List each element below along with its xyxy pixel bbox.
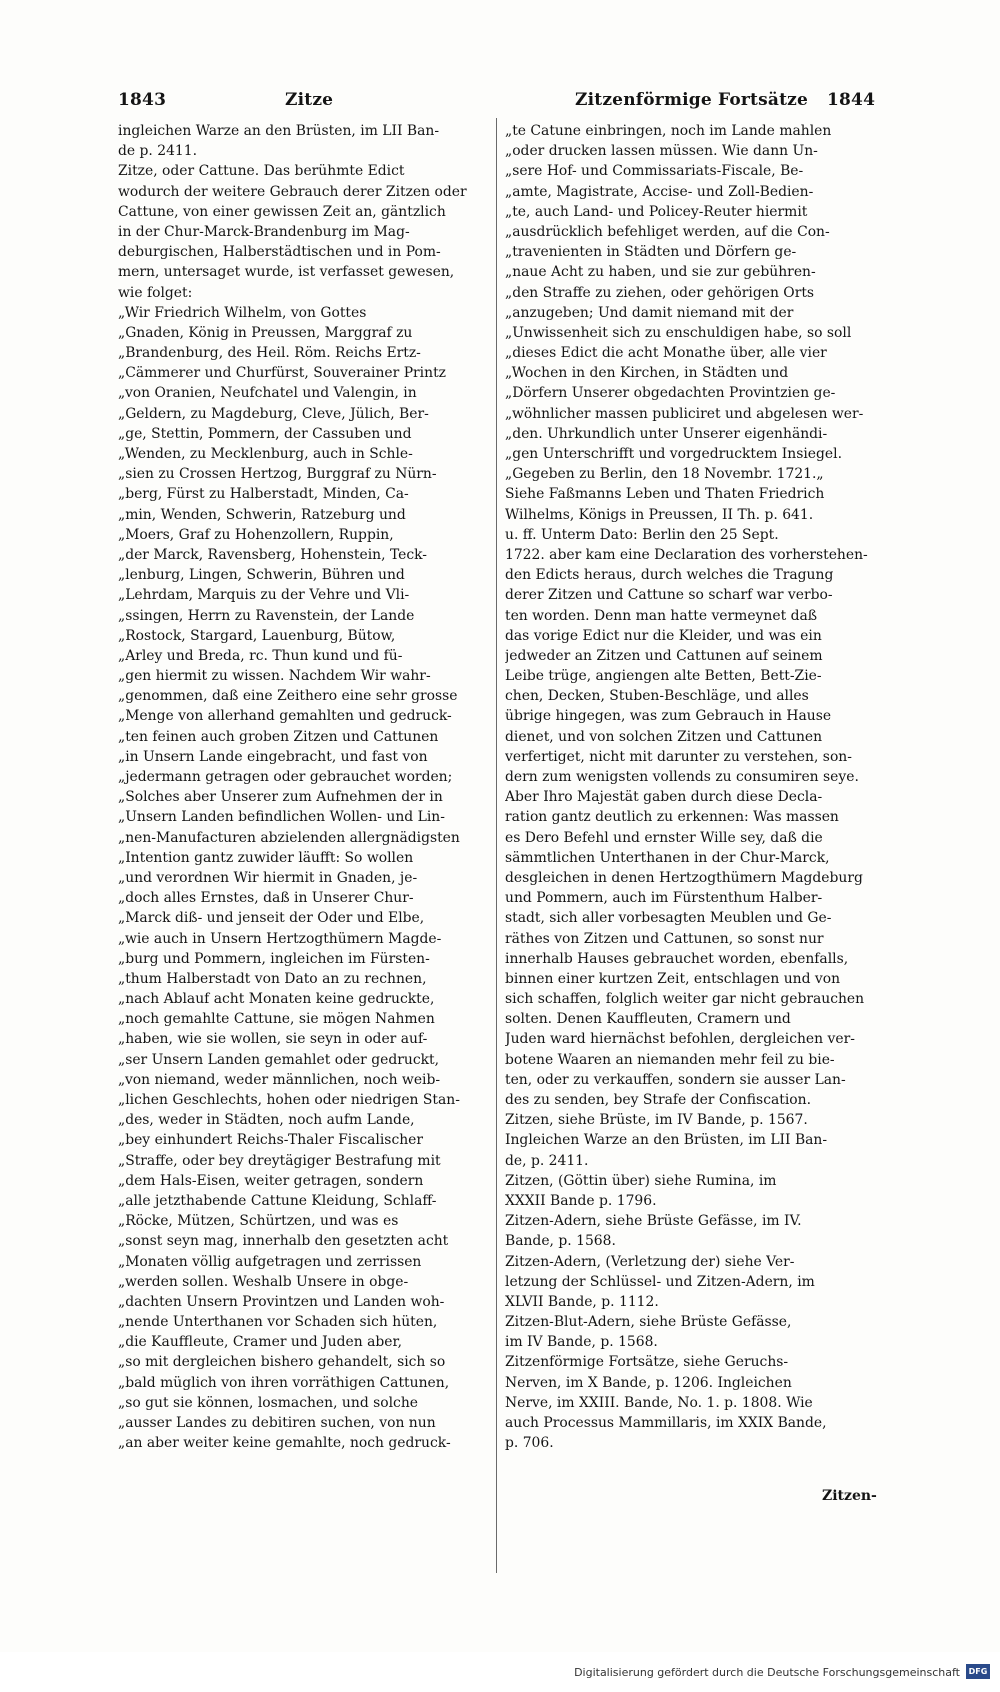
text-line: „berg, Fürst zu Halberstadt, Minden, Ca- <box>118 486 409 503</box>
text-line: das vorige Edict nur die Kleider, und was ein <box>505 627 822 644</box>
text-line: „doch alles Ernstes, daß in Unserer Chur- <box>118 890 414 907</box>
text-line: letzung der Schlüssel- und Zitzen-Adern, im <box>505 1273 815 1290</box>
text-line: Zitze, oder Cattune. Das berühmte Edict <box>118 163 405 180</box>
text-line: „dieses Edict die acht Monathe über, alle vier <box>505 345 827 362</box>
text-line: „in Unsern Lande eingebracht, und fast von <box>118 748 428 765</box>
text-line: „wöhnlicher massen publiciret und abgelesen wer- <box>505 405 864 422</box>
text-line: stadt, sich aller vorbesagten Meublen und Ge- <box>505 910 832 927</box>
text-line: Zitzenförmige Fortsätze, siehe Geruchs- <box>505 1354 789 1371</box>
text-line: „genommen, daß eine Zeithero eine sehr grosse <box>118 688 458 705</box>
text-line: „Wenden, zu Mecklenburg, auch in Schle- <box>118 446 413 462</box>
column-divider <box>496 118 497 1573</box>
text-line: „nach Ablauf acht Monaten keine gedruckte, <box>118 991 435 1008</box>
text-line: dienet, und von solchen Zitzen und Cattunen <box>505 728 823 745</box>
text-line: Zitzen-Blut-Adern, siehe Brüste Gefässe, <box>505 1314 792 1331</box>
text-line: „amte, Magistrate, Accise- und Zoll-Bedien- <box>505 183 814 200</box>
text-line: „wie auch in Unsern Hertzogthümern Magde- <box>118 930 442 947</box>
text-line: jedweder an Zitzen und Cattunen auf seinem <box>505 647 823 664</box>
text-line: Zitzen, (Göttin über) siehe Rumina, im <box>505 1172 777 1189</box>
text-line: desgleichen in denen Hertzogthümern Magdeburg <box>505 869 863 886</box>
text-line: „te, auch Land- und Policey-Reuter hiermit <box>505 203 808 220</box>
text-line: 1722. aber kam eine Declaration des vorherstehen- <box>505 546 868 563</box>
text-line: „te Catune einbringen, noch im Lande mahlen <box>505 123 832 139</box>
text-line: Zitzen, siehe Brüste, im IV Bande, p. 1567. <box>505 1112 808 1129</box>
text-line: Wilhelms, Königs in Preussen, II Th. p. 641. <box>505 506 814 523</box>
text-line: „ser Unsern Landen gemahlet oder gedruckt, <box>118 1051 440 1068</box>
text-line: „der Marck, Ravensberg, Hohenstein, Teck- <box>118 546 428 563</box>
text-line: „dachten Unsern Provintzen und Landen woh- <box>118 1293 445 1310</box>
text-line: „Solches aber Unserer zum Aufnehmen der in <box>118 789 443 806</box>
text-line: übrige hingegen, was zum Gebrauch in Hause <box>505 708 832 725</box>
text-line: Nerven, im X Bande, p. 1206. Ingleichen <box>505 1374 792 1391</box>
text-line: „gen Unterschrifft und vorgedrucktem Insiegel. <box>505 446 842 462</box>
text-line: Aber Ihro Majestät gaben durch diese Decla- <box>505 789 823 806</box>
text-line: „ausdrücklich befehliget werden, auf die Con- <box>505 223 830 240</box>
text-line: „so gut sie können, losmachen, und solche <box>118 1394 419 1411</box>
text-line: „den Straffe zu ziehen, oder gehörigen Orts <box>505 284 815 301</box>
text-line: ten, oder zu verkauffen, sondern sie ausser Lan- <box>505 1071 846 1088</box>
text-line: räthes von Zitzen und Cattunen, so sonst nur <box>505 930 824 947</box>
text-line: „nen-Manufacturen abzielenden allergnädigsten <box>118 829 460 846</box>
text-line: sich schaffen, folglich weiter gar nicht gebrauchen <box>505 991 865 1008</box>
text-line: ingleichen Warze an den Brüsten, im LII Ban- <box>118 123 440 139</box>
text-line: XLVII Bande, p. 1112. <box>505 1293 659 1310</box>
text-line: de p. 2411. <box>118 143 198 160</box>
text-line: ten worden. Denn man hatte vermeynet daß <box>505 607 818 624</box>
text-line: botene Waaren an niemanden mehr feil zu bie- <box>505 1051 835 1068</box>
text-line: XXXII Bande p. 1796. <box>505 1192 657 1209</box>
text-line: „Intention gantz zuwider läufft: So wollen <box>118 849 414 866</box>
text-line: „sere Hof- und Commissariats-Fiscale, Be- <box>505 163 804 180</box>
catchword: Zitzen- <box>822 1488 877 1504</box>
text-line: „ausser Landes zu debitiren suchen, von nun <box>118 1415 436 1431</box>
text-line: mern, untersaget wurde, ist verfasset gewesen, <box>118 264 455 281</box>
text-line: Leibe trüge, angiengen alte Betten, Bett-Zie- <box>505 668 822 685</box>
text-line: „den. Uhrkundlich unter Unserer eigenhändi- <box>505 425 828 442</box>
text-line: „Gnaden, König in Preussen, Marggraf zu <box>118 324 413 341</box>
text-line: „Brandenburg, des Heil. Röm. Reichs Ertz- <box>118 345 421 362</box>
text-line: Siehe Faßmanns Leben und Thaten Friedrich <box>505 486 825 503</box>
text-line: „Unwissenheit sich zu enschuldigen habe, so soll <box>505 324 852 341</box>
text-line: „von Oranien, Neufchatel und Valengin, in <box>118 385 417 402</box>
text-line: „jedermann getragen oder gebrauchet worden; <box>118 769 453 785</box>
text-line: „Wochen in den Kirchen, in Städten und <box>505 365 789 382</box>
text-line: „Geldern, zu Magdeburg, Cleve, Jülich, Ber- <box>118 405 429 422</box>
text-line: „des, weder in Städten, noch aufm Lande, <box>118 1112 415 1129</box>
text-line: „Unsern Landen befindlichen Wollen- und Lin- <box>118 809 445 826</box>
text-line: auch Processus Mammillaris, im XXIX Bande, <box>505 1415 827 1431</box>
text-line: „und verordnen Wir hiermit in Gnaden, je- <box>118 869 418 886</box>
dfg-logo: DFG <box>966 1664 990 1679</box>
text-line: wie folget: <box>118 284 193 301</box>
text-line: „ge, Stettin, Pommern, der Cassuben und <box>118 425 412 442</box>
text-line: „Lehrdam, Marquis zu der Vehre und Vli- <box>118 587 410 604</box>
text-line: „Cämmerer und Churfürst, Souverainer Printz <box>118 365 446 382</box>
text-line: u. ff. Unterm Dato: Berlin den 25 Sept. <box>505 526 779 543</box>
text-line: „burg und Pommern, ingleichen im Fürsten- <box>118 950 430 967</box>
text-line: Zitzen-Adern, siehe Brüste Gefässe, im IV. <box>505 1213 802 1230</box>
text-line: „ssingen, Herrn zu Ravenstein, der Lande <box>118 607 415 624</box>
text-line: „Rostock, Stargard, Lauenburg, Bütow, <box>118 627 396 644</box>
text-line: Nerve, im XXIII. Bande, No. 1. p. 1808. Wie <box>505 1394 813 1411</box>
text-line: „Arley und Breda, rc. Thun kund und fü- <box>118 647 403 664</box>
text-line: Ingleichen Warze an den Brüsten, im LII Ban- <box>505 1132 828 1149</box>
text-line: ration gantz deutlich zu erkennen: Was massen <box>505 809 839 826</box>
text-line: „min, Wenden, Schwerin, Ratzeburg und <box>118 506 406 523</box>
text-line: „naue Acht zu haben, und sie zur gebühren- <box>505 264 816 281</box>
text-line: solten. Denen Kauffleuten, Cramern und <box>505 1011 791 1028</box>
text-line: „ten feinen auch groben Zitzen und Cattunen <box>118 728 439 745</box>
text-line: es Dero Befehl und ernster Wille sey, daß die <box>505 829 823 846</box>
text-line: und Pommern, auch im Fürstenthum Halber- <box>505 890 823 907</box>
right-text-column <box>505 121 875 1453</box>
text-line: deburgischen, Halberstädtischen und in Pom- <box>118 244 441 261</box>
text-line: „an aber weiter keine gemahlte, noch gedruck- <box>118 1435 451 1452</box>
page-number-left: 1843 <box>118 90 167 110</box>
text-line: „dem Hals-Eisen, weiter getragen, sondern <box>118 1172 424 1189</box>
text-line: sämmtlichen Unterthanen in der Chur-Marck, <box>505 849 830 866</box>
text-line: „Monaten völlig aufgetragen und zerrissen <box>118 1253 422 1270</box>
text-line: „werden sollen. Weshalb Unsere in obge- <box>118 1273 409 1290</box>
page-number-right: 1844 <box>827 90 876 110</box>
text-line: „von niemand, weder männlichen, noch weib- <box>118 1071 441 1088</box>
text-line: „sien zu Crossen Hertzog, Burggraf zu Nürn- <box>118 466 437 483</box>
footer-credit: Digitalisierung gefördert durch die Deutsche Forschungsgemeinschaft <box>574 1666 960 1679</box>
text-line: im IV Bande, p. 1568. <box>505 1334 658 1351</box>
text-line: den Edicts heraus, durch welches die Tragung <box>505 567 834 584</box>
running-head-right: Zitzenförmige Fortsätze <box>575 90 809 110</box>
text-line: „travenienten in Städten und Dörfern ge- <box>505 244 797 261</box>
text-line: „gen hiermit zu wissen. Nachdem Wir wahr- <box>118 668 431 685</box>
text-line: Cattune, von einer gewissen Zeit an, gäntzlich <box>118 203 446 220</box>
text-line: binnen einer kurtzen Zeit, entschlagen und von <box>505 970 841 987</box>
text-line: Bande, p. 1568. <box>505 1233 616 1250</box>
text-line: „bald müglich von ihren vorräthigen Cattunen, <box>118 1374 450 1391</box>
text-line: chen, Decken, Stuben-Beschläge, und alles <box>505 688 809 705</box>
text-line: dern zum wenigsten vollends zu consumiren seye. <box>505 769 859 785</box>
text-line: verfertiget, nicht mit darunter zu verstehen, son- <box>505 748 852 765</box>
text-line: „bey einhundert Reichs-Thaler Fiscalischer <box>118 1132 424 1149</box>
text-line: „sonst seyn mag, innerhalb den gesetzten acht <box>118 1233 449 1250</box>
text-line: „alle jetzthabende Cattune Kleidung, Schlaff- <box>118 1192 437 1209</box>
text-line: „so mit dergleichen bishero gehandelt, sich so <box>118 1354 446 1371</box>
text-line: „haben, wie sie wollen, sie seyn in oder auf- <box>118 1031 428 1048</box>
text-line: Juden ward hiernächst befohlen, dergleichen ver- <box>505 1031 855 1048</box>
text-line: wodurch der weitere Gebrauch derer Zitzen oder <box>118 183 467 200</box>
text-line: „nende Unterthanen vor Schaden sich hüten, <box>118 1314 438 1331</box>
text-line: „Röcke, Mützen, Schürtzen, und was es <box>118 1213 399 1230</box>
text-line: „oder drucken lassen müssen. Wie dann Un- <box>505 143 818 160</box>
text-line: Zitzen-Adern, (Verletzung der) siehe Ver- <box>505 1253 795 1270</box>
text-line: des zu senden, bey Strafe der Confiscation. <box>505 1092 812 1108</box>
text-line: „Wir Friedrich Wilhelm, von Gottes <box>118 304 367 321</box>
text-line: „anzugeben; Und damit niemand mit der <box>505 304 794 321</box>
left-text-column <box>118 121 493 1453</box>
text-line: „thum Halberstadt von Dato an zu rechnen, <box>118 970 427 987</box>
text-line: „Gegeben zu Berlin, den 18 Novembr. 1721.„ <box>505 466 824 483</box>
text-line: „Straffe, oder bey dreytägiger Bestrafung mit <box>118 1152 441 1169</box>
text-line: „Dörfern Unserer obgedachten Provintzien ge- <box>505 385 836 402</box>
text-line: „lichen Geschlechts, hohen oder niedrigen Stan- <box>118 1092 460 1108</box>
text-line: „Menge von allerhand gemahlten und gedruck- <box>118 708 452 725</box>
text-line: derer Zitzen und Cattune so scharf war verbo- <box>505 587 833 604</box>
text-line: p. 706. <box>505 1435 554 1452</box>
text-line: in der Chur-Marck-Brandenburg im Mag- <box>118 223 410 240</box>
text-line: „die Kauffleute, Cramer und Juden aber, <box>118 1334 402 1351</box>
text-line: „Moers, Graf zu Hohenzollern, Ruppin, <box>118 526 394 543</box>
running-head-left: Zitze <box>285 90 334 110</box>
text-line: de, p. 2411. <box>505 1152 589 1169</box>
text-line: „Marck diß- und jenseit der Oder und Elbe, <box>118 910 425 927</box>
text-line: „noch gemahlte Cattune, sie mögen Nahmen <box>118 1011 435 1028</box>
text-line: „lenburg, Lingen, Schwerin, Bühren und <box>118 567 405 584</box>
text-line: innerhalb Hauses gebrauchet worden, ebenfalls, <box>505 950 849 967</box>
